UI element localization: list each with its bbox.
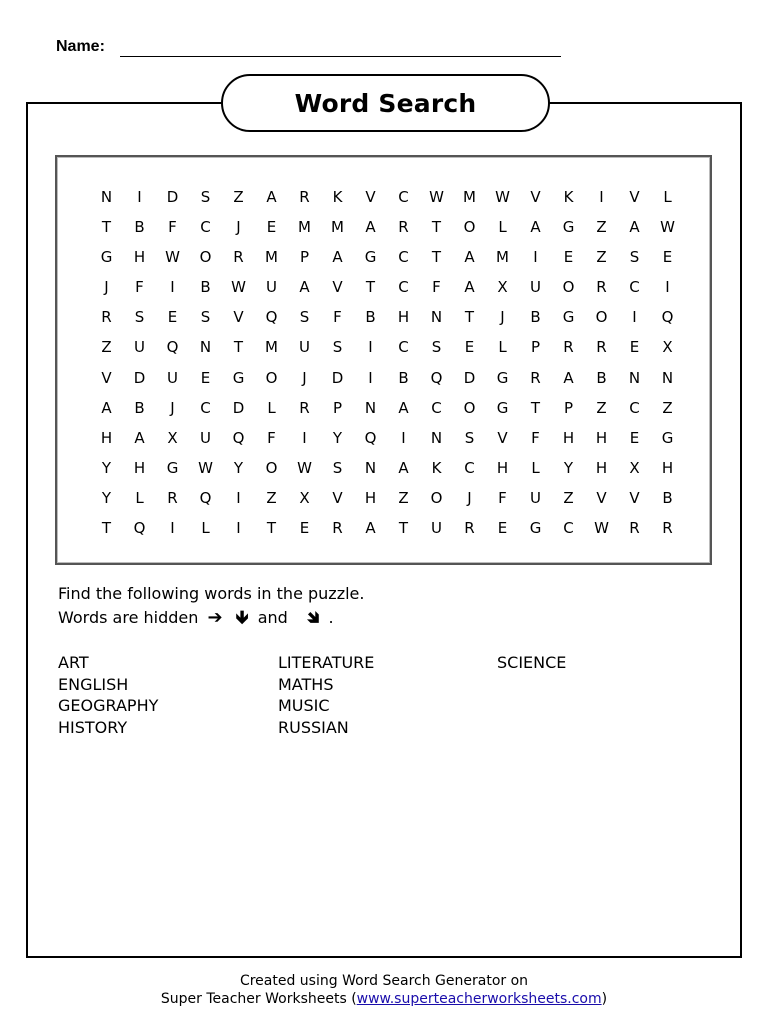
word-list-column-2 xyxy=(278,652,374,738)
grid-letter: A xyxy=(629,218,640,237)
grid-letter: J xyxy=(500,308,505,327)
grid-letter: C xyxy=(398,188,409,206)
grid-letter: Z xyxy=(398,488,409,507)
grid-letter: C xyxy=(398,278,409,297)
grid-letter: Y xyxy=(101,488,112,507)
grid-letter: S xyxy=(200,188,211,206)
grid-letter: Q xyxy=(166,338,179,357)
word-list-column-3 xyxy=(497,652,566,674)
grid-letter: Q xyxy=(430,368,443,387)
grid-letter: V xyxy=(629,488,640,507)
grid-letter: M xyxy=(265,248,278,267)
grid-letter: Z xyxy=(563,488,574,507)
grid-letter: A xyxy=(398,458,409,477)
grid-letter: X xyxy=(662,338,673,357)
grid-letter: G xyxy=(496,368,509,387)
grid-letter: L xyxy=(498,338,507,357)
grid-letter: W xyxy=(297,458,312,477)
grid-letter: X xyxy=(497,278,508,297)
grid-letter: A xyxy=(101,398,112,417)
instruction-prefix: Words are hidden xyxy=(58,608,199,627)
grid-letter: R xyxy=(332,519,343,538)
grid-letter: I xyxy=(236,519,241,538)
grid-letter: P xyxy=(332,398,343,417)
grid-letter: A xyxy=(332,248,343,267)
grid-letter: R xyxy=(299,398,310,417)
grid-letter: A xyxy=(266,188,277,206)
grid-letter: E xyxy=(662,248,673,267)
grid-letter: I xyxy=(236,488,241,507)
grid-letter: S xyxy=(332,458,343,477)
grid-letter: J xyxy=(236,218,241,237)
grid-letter: C xyxy=(464,458,475,477)
grid-letter: F xyxy=(498,488,507,507)
grid-letter: U xyxy=(530,488,541,507)
word-item: GEOGRAPHY xyxy=(58,696,159,715)
grid-letter: W xyxy=(495,188,510,206)
grid-letter: I xyxy=(170,278,175,297)
grid-letter: U xyxy=(266,278,277,297)
grid-letter: R xyxy=(101,308,112,327)
name-label: Name: xyxy=(56,38,105,55)
grid-letter: W xyxy=(165,248,180,267)
grid-letter: G xyxy=(166,458,179,477)
grid-letter: R xyxy=(563,338,574,357)
grid-letter: F xyxy=(135,278,144,297)
grid-letter: S xyxy=(431,338,442,357)
grid-letter: Y xyxy=(563,458,574,477)
word-item: HISTORY xyxy=(58,717,128,737)
grid-letter: T xyxy=(431,248,442,267)
grid-letter: C xyxy=(431,398,442,417)
grid-letter: I xyxy=(368,368,373,387)
grid-letter: H xyxy=(100,428,113,447)
title-banner xyxy=(221,74,550,132)
grid-letter: T xyxy=(101,218,112,237)
grid-letter: B xyxy=(134,398,145,417)
grid-letter: S xyxy=(200,308,211,327)
grid-letter: E xyxy=(299,519,310,538)
grid-letter: O xyxy=(265,458,278,477)
grid-letter: F xyxy=(531,428,540,447)
grid-letter: A xyxy=(365,519,376,538)
footer-line-2 xyxy=(0,991,768,1007)
grid-letter: F xyxy=(267,428,276,447)
footer-suffix: ) xyxy=(601,991,608,1007)
grid-letter: D xyxy=(166,188,179,206)
grid-letter: Q xyxy=(232,428,245,447)
grid-letter: N xyxy=(199,338,212,357)
word-item: MUSIC xyxy=(278,696,330,715)
grid-letter: L xyxy=(531,458,540,477)
grid-letter: W xyxy=(660,218,675,237)
grid-letter: N xyxy=(430,308,443,327)
grid-letter: A xyxy=(563,368,574,387)
grid-letter: B xyxy=(200,278,211,297)
grid-letter: Q xyxy=(364,428,377,447)
grid-letter: Q xyxy=(133,519,146,538)
grid-letter: G xyxy=(100,248,113,267)
grid-letter: T xyxy=(431,218,442,237)
arrow-right-icon: ➔ xyxy=(207,607,223,628)
grid-letter: W xyxy=(594,519,609,538)
grid-letter: H xyxy=(595,428,608,447)
grid-letter: H xyxy=(364,488,377,507)
grid-letter: S xyxy=(134,308,145,327)
grid-letter: C xyxy=(398,338,409,357)
grid-letter: K xyxy=(563,188,574,206)
grid-letter: U xyxy=(167,368,178,387)
grid-letter: G xyxy=(529,519,542,538)
grid-letter: J xyxy=(170,398,175,417)
grid-letter: V xyxy=(101,368,112,387)
grid-letter: R xyxy=(629,519,640,538)
grid-letter: E xyxy=(629,428,640,447)
grid-letter: Q xyxy=(661,308,674,327)
grid-letter: C xyxy=(629,278,640,297)
grid-letter: U xyxy=(134,338,145,357)
grid-letter: I xyxy=(665,278,670,297)
word-item: RUSSIAN xyxy=(278,717,349,737)
grid-letter: J xyxy=(104,278,109,297)
grid-letter: U xyxy=(431,519,442,538)
grid-letter: T xyxy=(398,519,409,538)
grid-letter: V xyxy=(365,188,376,206)
grid-letter: C xyxy=(200,218,211,237)
grid-letter: J xyxy=(302,368,307,387)
grid-letter: E xyxy=(266,218,277,237)
grid-letter: U xyxy=(299,338,310,357)
grid-letter: I xyxy=(599,188,604,206)
grid-letter: Z xyxy=(266,488,277,507)
grid-letter: N xyxy=(430,428,443,447)
grid-letter: O xyxy=(595,308,608,327)
grid-letter: X xyxy=(299,488,310,507)
grid-letter: U xyxy=(200,428,211,447)
word-item: LITERATURE xyxy=(278,653,375,672)
instruction-line-2 xyxy=(58,605,334,635)
grid-letter: M xyxy=(463,188,476,206)
grid-letter: M xyxy=(496,248,509,267)
grid-letter: E xyxy=(497,519,508,538)
grid-letter: C xyxy=(629,398,640,417)
arrow-diagonal-icon: 🡾 xyxy=(306,607,320,628)
letter-grid xyxy=(90,182,684,543)
footer-link[interactable]: www.superteacherworksheets.com xyxy=(356,991,602,1007)
grid-letter: R xyxy=(662,519,673,538)
grid-letter: R xyxy=(233,248,244,267)
grid-letter: G xyxy=(661,428,674,447)
grid-letter: O xyxy=(562,278,575,297)
grid-letter: I xyxy=(632,308,637,327)
grid-letter: A xyxy=(464,278,475,297)
grid-letter: N xyxy=(628,368,641,387)
grid-letter: O xyxy=(463,218,476,237)
grid-letter: P xyxy=(563,398,574,417)
instruction-and: and xyxy=(257,608,288,627)
grid-letter: B xyxy=(365,308,376,327)
grid-letter: I xyxy=(302,428,307,447)
grid-letter: Q xyxy=(265,308,278,327)
grid-letter: H xyxy=(133,458,146,477)
grid-letter: V xyxy=(497,428,508,447)
grid-letter: E xyxy=(167,308,178,327)
grid-letter: X xyxy=(167,428,178,447)
grid-letter: N xyxy=(100,188,113,206)
grid-letter: F xyxy=(432,278,441,297)
grid-letter: P xyxy=(299,248,310,267)
grid-letter: V xyxy=(629,188,640,206)
grid-letter: R xyxy=(299,188,310,206)
grid-letter: I xyxy=(401,428,406,447)
grid-letter: Y xyxy=(233,458,244,477)
grid-letter: O xyxy=(265,368,278,387)
grid-letter: Q xyxy=(199,488,212,507)
grid-letter: V xyxy=(332,488,343,507)
grid-letter: L xyxy=(498,218,507,237)
grid-letter: F xyxy=(333,308,342,327)
grid-letter: Z xyxy=(596,218,607,237)
footer-line-1: Created using Word Search Generator on xyxy=(239,973,529,989)
grid-letter: K xyxy=(431,458,442,477)
grid-letter: W xyxy=(198,458,213,477)
grid-letter: E xyxy=(629,338,640,357)
instruction-line-1: Find the following words in the puzzle. xyxy=(58,584,365,603)
grid-letter: T xyxy=(233,338,244,357)
grid-letter: G xyxy=(364,248,377,267)
grid-letter: Z xyxy=(596,248,607,267)
grid-letter: P xyxy=(530,338,541,357)
grid-letter: A xyxy=(464,248,475,267)
grid-letter: G xyxy=(562,218,575,237)
grid-letter: F xyxy=(168,218,177,237)
grid-letter: V xyxy=(332,278,343,297)
grid-letter: G xyxy=(562,308,575,327)
grid-letter: Z xyxy=(101,338,112,357)
grid-letter: R xyxy=(167,488,178,507)
grid-letter: R xyxy=(596,278,607,297)
grid-letter: A xyxy=(398,398,409,417)
grid-letter: S xyxy=(299,308,310,327)
grid-letter: O xyxy=(463,398,476,417)
grid-letter: I xyxy=(368,338,373,357)
grid-letter: D xyxy=(331,368,344,387)
grid-letter: I xyxy=(170,519,175,538)
instruction-suffix: . xyxy=(328,608,334,627)
word-list-column-1 xyxy=(58,652,158,738)
grid-letter: L xyxy=(663,188,672,206)
grid-letter: D xyxy=(133,368,146,387)
grid-letter: R xyxy=(464,519,475,538)
grid-letter: I xyxy=(533,248,538,267)
grid-letter: D xyxy=(463,368,476,387)
grid-letter: S xyxy=(464,428,475,447)
grid-letter: A xyxy=(530,218,541,237)
word-item: ART xyxy=(58,653,89,672)
grid-letter: W xyxy=(231,278,246,297)
word-item: ENGLISH xyxy=(58,674,129,694)
grid-letter: B xyxy=(134,218,145,237)
grid-letter: W xyxy=(429,188,444,206)
grid-letter: H xyxy=(595,458,608,477)
grid-letter: U xyxy=(530,278,541,297)
grid-letter: O xyxy=(430,488,443,507)
grid-letter: T xyxy=(365,278,376,297)
grid-letter: E xyxy=(464,338,475,357)
grid-letter: L xyxy=(201,519,210,538)
grid-letter: Y xyxy=(332,428,343,447)
grid-letter: L xyxy=(267,398,276,417)
grid-letter: B xyxy=(662,488,673,507)
grid-letter: T xyxy=(464,308,475,327)
grid-letter: B xyxy=(530,308,541,327)
grid-letter: T xyxy=(266,519,277,538)
grid-letter: R xyxy=(596,338,607,357)
grid-letter: C xyxy=(200,398,211,417)
grid-letter: X xyxy=(629,458,640,477)
grid-letter: H xyxy=(397,308,410,327)
grid-letter: N xyxy=(364,458,377,477)
name-line xyxy=(120,56,561,57)
grid-letter: L xyxy=(135,488,144,507)
grid-letter: C xyxy=(398,248,409,267)
grid-letter: N xyxy=(364,398,377,417)
footer-prefix: Super Teacher Worksheets ( xyxy=(160,991,357,1007)
grid-letter: R xyxy=(530,368,541,387)
grid-letter: M xyxy=(298,218,311,237)
grid-letter: S xyxy=(629,248,640,267)
grid-letter: G xyxy=(496,398,509,417)
grid-letter: K xyxy=(332,188,343,206)
grid-letter: N xyxy=(661,368,674,387)
grid-letter: A xyxy=(365,218,376,237)
grid-letter: G xyxy=(232,368,245,387)
grid-letter: M xyxy=(331,218,344,237)
word-item: SCIENCE xyxy=(497,653,567,672)
grid-letter: H xyxy=(133,248,146,267)
grid-letter: A xyxy=(299,278,310,297)
grid-letter: H xyxy=(562,428,575,447)
grid-letter: B xyxy=(596,368,607,387)
grid-letter: T xyxy=(101,519,112,538)
grid-letter: B xyxy=(398,368,409,387)
grid-letter: H xyxy=(661,458,674,477)
grid-letter: T xyxy=(530,398,541,417)
grid-letter: J xyxy=(467,488,472,507)
grid-letter: E xyxy=(200,368,211,387)
grid-letter: S xyxy=(332,338,343,357)
word-item: MATHS xyxy=(278,674,334,694)
grid-letter: R xyxy=(398,218,409,237)
grid-letter: V xyxy=(233,308,244,327)
grid-letter: V xyxy=(596,488,607,507)
arrow-down-icon: 🡻 xyxy=(235,607,249,628)
grid-letter: D xyxy=(232,398,245,417)
grid-letter: E xyxy=(563,248,574,267)
grid-letter: Y xyxy=(101,458,112,477)
grid-letter: I xyxy=(137,188,142,206)
grid-letter: V xyxy=(530,188,541,206)
grid-letter: O xyxy=(199,248,212,267)
grid-letter: A xyxy=(134,428,145,447)
grid-letter: Z xyxy=(662,398,673,417)
grid-letter: Z xyxy=(596,398,607,417)
grid-letter: H xyxy=(496,458,509,477)
page-title: Word Search xyxy=(294,88,477,118)
grid-letter: Z xyxy=(233,188,244,206)
grid-letter: M xyxy=(265,338,278,357)
grid-letter: C xyxy=(563,519,574,538)
